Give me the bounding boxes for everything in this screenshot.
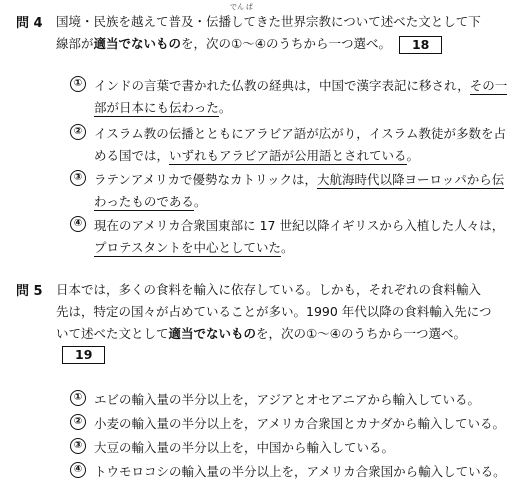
option-marker: ①: [70, 390, 86, 406]
option-marker: ④: [70, 216, 86, 232]
ruby-annotation: ぱ: [246, 3, 253, 11]
option-text-line: 現在のアメリカ合衆国東部に 17 世紀以降イギリスから入植した人々は，: [94, 218, 505, 233]
option-text-line: 小麦の輸入量の半分以上を，アメリカ合衆国とカナダから輸入している。: [94, 416, 506, 431]
underlined-text: 大航海時代以降ヨーロッパから伝: [317, 172, 505, 187]
option-text-line: インドの言葉で書かれた仏教の経典は，中国で漢字表記に移され，その一: [94, 78, 508, 93]
question-number: 問 5: [16, 284, 43, 299]
option-text-line: トウモロコシの輸入量の半分以上を，アメリカ合衆国から輸入している。: [94, 464, 506, 479]
question-stem-line: 先は，特定の国々が占めていることが多い。1990 年代以降の食料輸入先につ: [56, 304, 492, 319]
question-number: 問 4: [16, 16, 43, 31]
option-text-line: イスラム教の伝播とともにアラビア語が広がり，イスラム教徒が多数を占: [94, 126, 507, 141]
emphasis-text: 適当でないもの: [93, 36, 182, 51]
underlined-text: プロテスタントを中心としていた: [94, 240, 282, 255]
option-marker: ②: [70, 124, 86, 140]
option-marker: ③: [70, 170, 86, 186]
option-text-line: プロテスタントを中心としていた。: [94, 240, 294, 255]
option-text-line: 大豆の輸入量の半分以上を，中国から輸入している。: [94, 440, 395, 455]
question-stem-line: 国境・民族を越えて普及・伝播してきた世界宗教について述べた文として下: [56, 14, 481, 29]
underlined-text: わったものである: [94, 194, 194, 209]
option-text-line: わったものである。: [94, 194, 207, 209]
question-stem-line: 線部が適当でないものを，次の①～④のうちから一つ選べ。 18: [56, 34, 442, 54]
option-marker: ③: [70, 438, 86, 454]
underlined-text: 部が日本にも伝わった: [94, 100, 219, 115]
option-text-line: ラテンアメリカで優勢なカトリックは，大航海時代以降ヨーロッパから伝: [94, 172, 505, 187]
underlined-text: いずれもアラビア語が公用語とされている: [169, 148, 407, 163]
answer-box-line: [62, 346, 105, 364]
ruby-annotation: でん: [230, 3, 244, 11]
answer-box: 18: [399, 36, 442, 54]
question-stem-line: いて述べた文として適当でないものを，次の①～④のうちから一つ選べ。: [56, 326, 466, 341]
option-text-line: める国では，いずれもアラビア語が公用語とされている。: [94, 148, 420, 163]
option-marker: ②: [70, 414, 86, 430]
option-text-line: エビの輸入量の半分以上を，アジアとオセアニアから輸入している。: [94, 392, 481, 407]
underlined-text: その一: [469, 78, 508, 93]
question-stem-line: 日本では，多くの食料を輸入に依存している。しかも，それぞれの食料輸入: [56, 282, 482, 297]
option-text-line: 部が日本にも伝わった。: [94, 100, 232, 115]
emphasis-text: 適当でないもの: [168, 326, 257, 341]
answer-box: 19: [62, 346, 105, 364]
option-marker: ④: [70, 462, 86, 478]
option-marker: ①: [70, 76, 86, 92]
